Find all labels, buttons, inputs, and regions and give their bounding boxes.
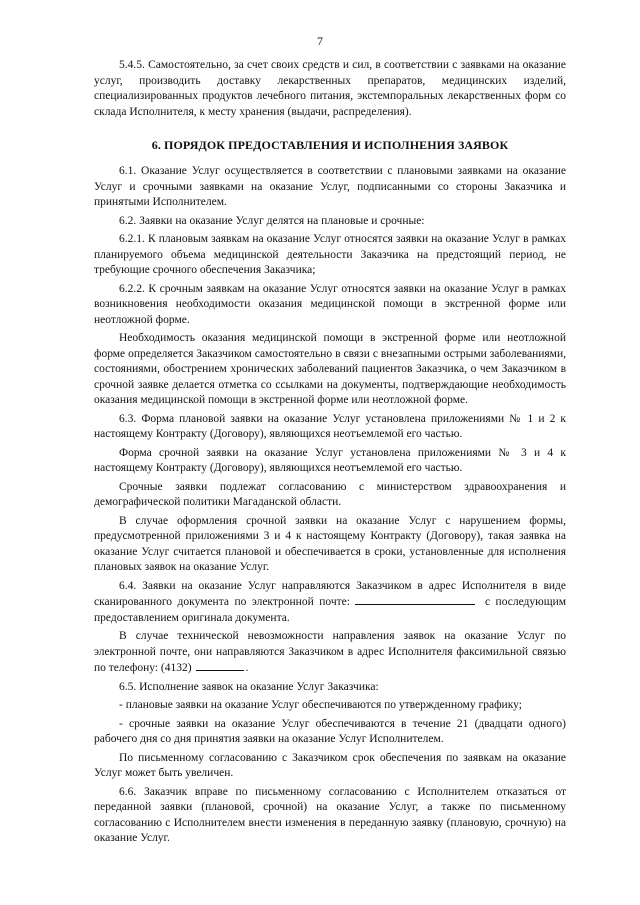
- paragraph-fax-text: В случае технической невозможности направления заявок на оказание Услуг по электронной почте, они направляются Заказчиком в адрес Исполнителя факсимильной связью по телефону: (4132): [94, 630, 566, 674]
- paragraph-6-4: [94, 579, 566, 627]
- paragraph-6-2-1: 6.2.1. К плановым заявкам на оказание Услуг относятся заявки на оказание Услуг в рамках планируемого объема медицинской деятельности Заказчика на предстоящий период, не требующие срочного обеспечения Заказчика;: [94, 233, 566, 276]
- paragraph-6-2-2: 6.2.2. К срочным заявкам на оказание Услуг относятся заявки на оказание Услуг в рамках возникновения необходимости оказания медицинской помощи в экстренной форме или неотложной форме.: [94, 282, 566, 326]
- paragraph-6-4-text: 6.4. Заявки на оказание Услуг направляются Заказчиком в адрес Исполнителя в виде сканированного документа по электронной почте:: [94, 579, 566, 608]
- paragraph-agreement: Срочные заявки подлежат согласованию с министерством здравоохранения и демографической политики Магаданской области.: [94, 480, 566, 508]
- email-blank-line: [355, 594, 475, 605]
- paragraph-6-1: 6.1. Оказание Услуг осуществляется в соответствии с плановыми заявками на оказание Услуг и срочными заявками на оказание Услуг, подписанными со стороны Заказчика и принятыми Исполнителем.: [94, 165, 566, 208]
- paragraph-6-2: 6.2. Заявки на оказание Услуг делятся на плановые и срочные:: [119, 214, 425, 227]
- paragraph-written-agreement: По письменному согласованию с Заказчиком срок обеспечения по заявкам на оказание Услуг может быть увеличен.: [94, 751, 566, 779]
- paragraph-6-3: 6.3. Форма плановой заявки на оказание Услуг установлена приложениями № 1 и 2 к настоящему Контракту (Договору), являющихся неотъемлемой его частью.: [94, 412, 566, 440]
- paragraph-urgent-form: Форма срочной заявки на оказание Услуг установлена приложениями № 3 и 4 к настоящему Контракту (Договору), являющихся неотъемлемой его частью.: [94, 446, 566, 474]
- paragraph-6-5-plan: - плановые заявки на оказание Услуг обеспечиваются по утвержденному графику;: [119, 699, 522, 711]
- paragraph-6-5-urgent: - срочные заявки на оказание Услуг обеспечиваются в течение 21 (двадцати одного) рабочего дня со дня принятия заявки на оказание Услуг Исполнителем.: [94, 717, 566, 745]
- document-body: [94, 58, 566, 850]
- section-heading: 6. ПОРЯДОК ПРЕДОСТАВЛЕНИЯ И ИСПОЛНЕНИЯ ЗАЯВОК: [151, 138, 509, 152]
- phone-blank-line: [196, 660, 244, 671]
- paragraph-necessity: Необходимость оказания медицинской помощи в экстренной форме или неотложной форме определяется Заказчиком самостоятельно в связи с внезапными острыми заболеваниями, состояниями, обострением хронических заболеваний пациентов Заказчика, о чем Заказчиком в срочной заявке делается отметка со ссылками на документы, подтверждающие необходимость оказания медицинской помощи в экстренной форме или неотложной форме.: [94, 332, 566, 406]
- paragraph-6-5: 6.5. Исполнение заявок на оказание Услуг Заказчика:: [119, 680, 379, 693]
- paragraph-fax: [94, 629, 566, 677]
- paragraph-5-4-5: 5.4.5. Самостоятельно, за счет своих средств и сил, в соответствии с заявками на оказание услуг, производить доставку лекарственных препаратов, медицинских изделий, специализированных продуктов лечебного питания, экстемпоральных лекарственных форм со склада Исполнителя, к месту хранения (выдачи, распределения).: [94, 59, 566, 118]
- paragraph-fax-end: .: [245, 662, 249, 674]
- paragraph-6-4-text-end: с последующим предоставлением оригинала документа.: [94, 596, 567, 624]
- paragraph-form-violation: В случае оформления срочной заявки на оказание Услуг с нарушением формы, предусмотренной приложениями 3 и 4 к настоящему Контракту (Договору), такая заявка на оказание Услуг считается плановой и обеспечивается в сроки, установленные для исполнения плановых заявок на оказание Услуг.: [94, 514, 566, 573]
- paragraph-6-6: 6.6. Заказчик вправе по письменному согласованию с Исполнителем отказаться от переданной заявки (плановой, срочной) на оказание Услуг, а также по письменному согласованию с Исполнителем внести изменения в переданную заявку (плановую, срочную) на оказание Услуг.: [94, 785, 566, 844]
- page-number: 7: [317, 34, 323, 48]
